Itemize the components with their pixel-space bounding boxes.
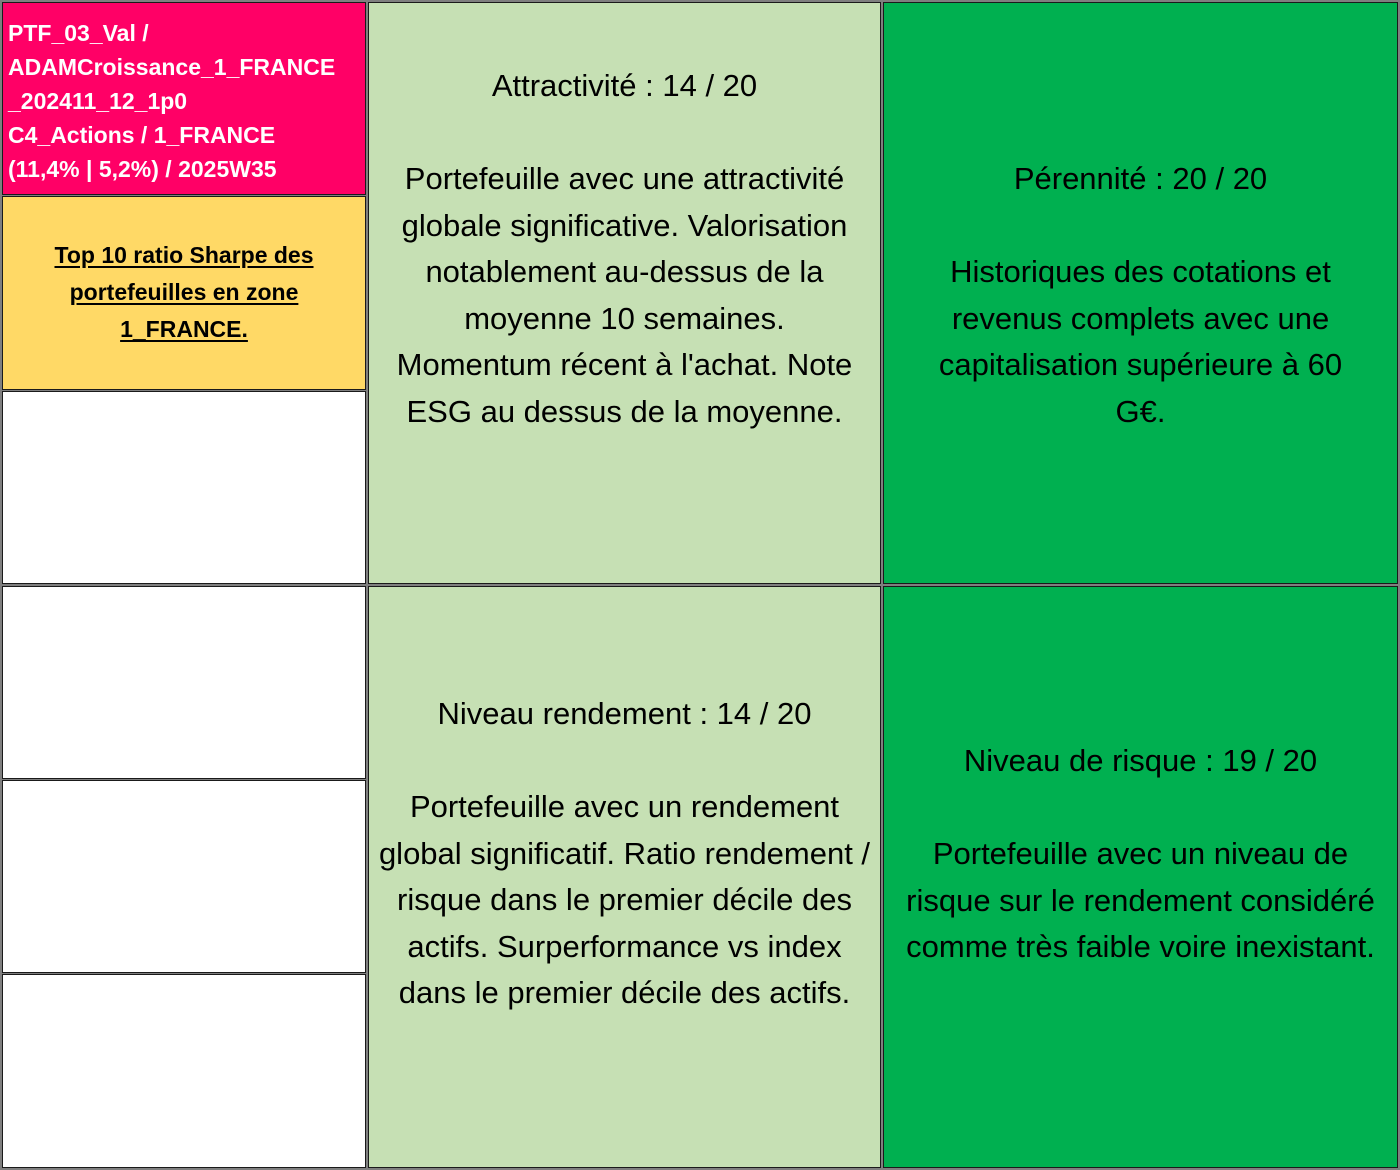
empty-cell (2, 974, 366, 1168)
rendement-title: Niveau rendement : 14 / 20 (437, 696, 812, 731)
attractivite-title: Attractivité : 14 / 20 (491, 68, 758, 103)
rendement-description: Portefeuille avec un rendement global significatif. Ratio rendement / risque dans le premier décile des actifs. Surperformance vs index dans le premier décile des actifs. (378, 789, 871, 1010)
sharpe-ranking-text: Top 10 ratio Sharpe des portefeuilles en zone 1_FRANCE. (54, 242, 314, 342)
sharpe-ranking-cell (2, 196, 366, 390)
attractivite-cell (368, 2, 881, 584)
portfolio-id-line: (11,4% | 5,2%) / 2025W35 (8, 156, 277, 182)
risque-title: Niveau de risque : 19 / 20 (963, 743, 1318, 778)
rendement-cell (368, 586, 881, 1168)
risque-cell (883, 586, 1398, 1168)
empty-cell (2, 391, 366, 584)
risque-description: Portefeuille avec un niveau de risque sur le rendement considéré comme très faible voire inexistant. (906, 836, 1375, 964)
perennite-description: Historiques des cotations et revenus complets avec une capitalisation supérieure à 60 G€. (938, 254, 1343, 429)
empty-cell (2, 586, 366, 779)
perennite-cell (883, 2, 1398, 584)
attractivite-description: Portefeuille avec une attractivité globale significative. Valorisation notablement au-dessus de la moyenne 10 semaines. Momentum récent à l'achat. Note ESG au dessus de la moyenne. (396, 161, 853, 429)
portfolio-id-line: C4_Actions / 1_FRANCE (8, 122, 276, 148)
portfolio-id-cell (2, 2, 366, 195)
empty-cell (2, 780, 366, 973)
portfolio-id-line: _202411_12_1p0 (8, 88, 188, 114)
portfolio-id-line: PTF_03_Val / (8, 20, 149, 46)
perennite-title: Pérennité : 20 / 20 (1013, 161, 1268, 196)
portfolio-id-line: ADAMCroissance_1_FRANCE (8, 54, 336, 80)
